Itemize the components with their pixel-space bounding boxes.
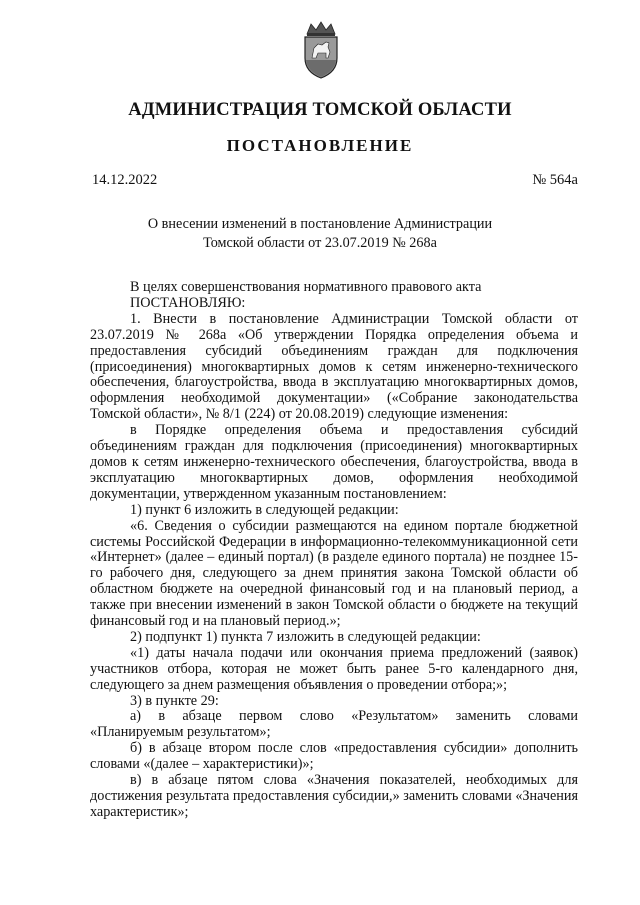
subject-line-1: О внесении изменений в постановление Администрации: [147, 216, 493, 232]
paragraph: ПОСТАНОВЛЯЮ:: [130, 294, 246, 311]
document-type: ПОСТАНОВЛЕНИЕ: [226, 136, 414, 155]
organization-title: АДМИНИСТРАЦИЯ ТОМСКОЙ ОБЛАСТИ: [128, 100, 512, 120]
document-body: [90, 280, 578, 821]
paragraph: 1) пункт 6 изложить в следующей редакции:: [130, 501, 399, 518]
document-date: 14.12.2022: [92, 172, 158, 188]
paragraph: б) в абзаце втором после слов «предоставления субсидии» дополнить словами «(далее – характеристики)»;: [90, 740, 578, 773]
paragraph: 3) в пункте 29:: [130, 692, 219, 709]
paragraph: 1. Внести в постановление Администрации Томской области от 23.07.2019 № 268а «Об утверждении Порядка определения объема и предоставления субсидий объединениям граждан для подключения (присоединения) многоквартирных домов к сетям инженерно-технического обеспечения, благоустройства, ввода в эксплуатацию многоквартирных домов, оформления необходимой документации» («Собрание законодательства Томской области», № 8/1 (224) от 20.08.2019) следующие изменения:: [90, 310, 578, 423]
paragraph: «6. Сведения о субсидии размещаются на едином портале бюджетной системы Российской Федерации в информационно-телекоммуникационной сети «Интернет» (далее – единый портал) (в разделе единого портала) не позднее 15-го рабочего дня, следующего за днем принятия закона Томской области об областном бюджете на очередной финансовый год и на плановый период, а также при внесении изменений в закон Томской области о бюджете на текущий финансовый год и на плановый период.»;: [90, 517, 578, 630]
paragraph: 2) подпункт 1) пункта 7 изложить в следующей редакции:: [130, 628, 481, 645]
paragraph: В целях совершенствования нормативного правового акта: [130, 279, 482, 295]
paragraph: а) в абзаце первом слово «Результатом» заменить словами «Планируемым результатом»;: [90, 708, 578, 741]
document-subject: [0, 215, 640, 253]
subject-line-2: Томской области от 23.07.2019 № 268а: [203, 235, 437, 251]
tomsk-coat-of-arms-icon: [298, 20, 344, 80]
paragraph: в) в абзаце пятом слова «Значения показателей, необходимых для достижения результата предоставления субсидии,» заменить словами «Значения характеристик»;: [90, 772, 578, 820]
paragraph: в Порядке определения объема и предоставления субсидий объединениям граждан для подключения (присоединения) многоквартирных домов к сетям инженерно-технического обеспечения, благоустройства, ввода в эксплуатацию многоквартирных домов, оформления необходимой документации, утвержденном указанным постановлением:: [90, 422, 578, 502]
document-number: № 564а: [532, 172, 578, 188]
paragraph: «1) даты начала подачи или окончания приема предложений (заявок) участников отбора, которая не может быть ранее 5-го календарного дня, следующего за днем размещения объявления о проведении отбора;»;: [90, 644, 578, 693]
